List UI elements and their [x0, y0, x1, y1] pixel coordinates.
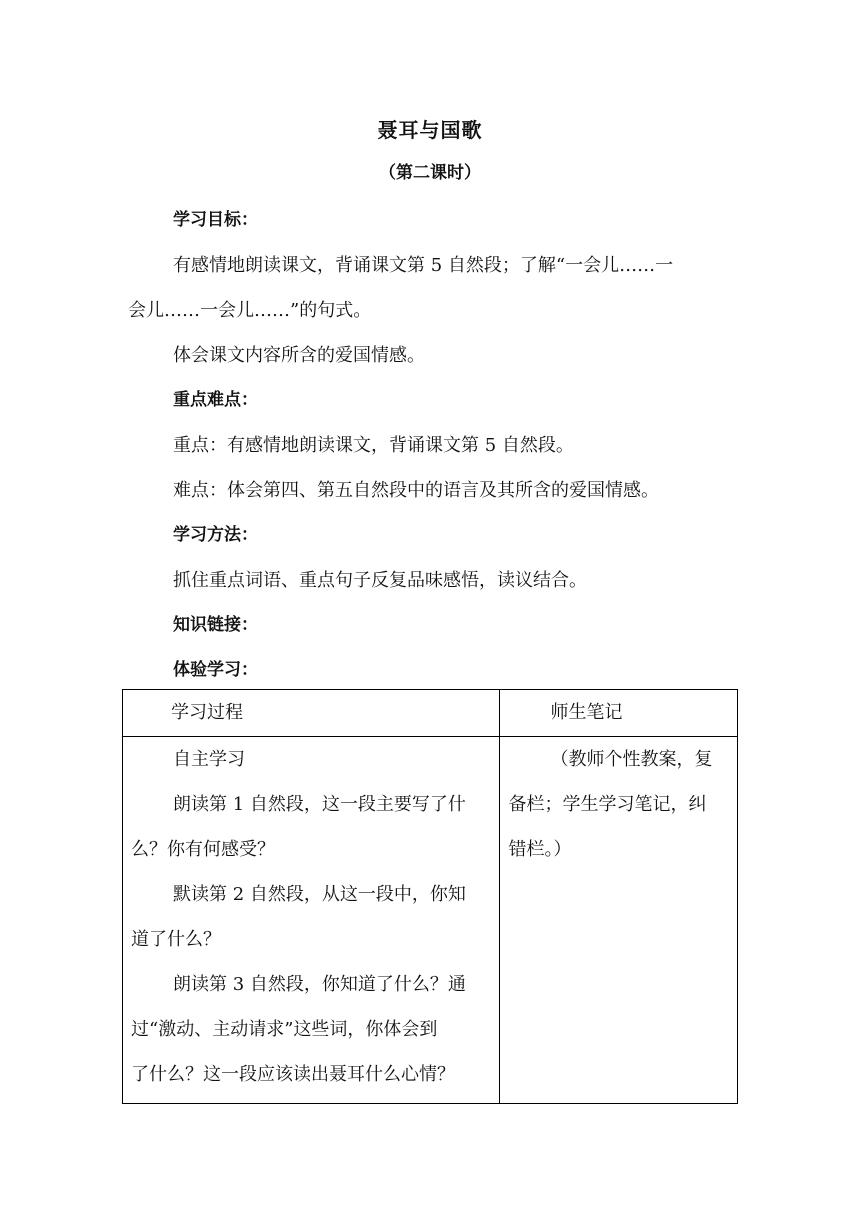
- section-heading-key-points: 重点难点：: [173, 390, 258, 410]
- table-row: [123, 737, 738, 1104]
- section-heading-knowledge: 知识链接：: [173, 615, 258, 635]
- document-title: 聂耳与国歌: [377, 118, 483, 142]
- table-cell-line: 备栏；学生学习笔记，纠: [508, 794, 707, 815]
- table-cell-line: 朗读第 1 自然段，这一段主要写了什: [173, 794, 466, 815]
- paragraph-line: 体会课文内容所含的爱国情感。: [173, 345, 425, 366]
- table-cell-line: 默读第 2 自然段，从这一段中，你知: [173, 884, 466, 905]
- table-header-row: [123, 690, 738, 737]
- table-cell-line: （教师个性教案，复: [550, 749, 713, 770]
- document-subtitle: （第二课时）: [379, 163, 481, 183]
- table-header-notes: 师生笔记: [500, 690, 738, 737]
- section-heading-goals: 学习目标：: [173, 210, 258, 230]
- table-header-process: 学习过程: [123, 690, 500, 737]
- paragraph-line: 重点：有感情地朗读课文，背诵课文第 5 自然段。: [173, 435, 574, 456]
- learning-table: [122, 689, 738, 1104]
- table-cell-line: 过“激动、主动请求”这些词，你体会到: [131, 1019, 438, 1040]
- table-cell-line: 自主学习: [173, 749, 245, 770]
- table-cell-line: 了什么？这一段应该读出聂耳什么心情？: [131, 1064, 455, 1085]
- section-heading-experience: 体验学习：: [173, 660, 258, 680]
- table-cell-line: 错栏。）: [508, 839, 572, 860]
- paragraph-line: 难点：体会第四、第五自然段中的语言及其所含的爱国情感。: [173, 480, 659, 501]
- table-cell-line: 么？你有何感受？: [131, 839, 275, 860]
- table-cell-line: 朗读第 3 自然段，你知道了什么？通: [173, 974, 466, 995]
- document-body: [128, 198, 740, 693]
- paragraph-line: 抓住重点词语、重点句子反复品味感悟，读议结合。: [173, 570, 587, 591]
- paragraph-line: 有感情地朗读课文，背诵课文第 5 自然段；了解“一会儿……一: [173, 255, 674, 276]
- table-cell-line: 道了什么？: [131, 929, 221, 950]
- section-heading-methods: 学习方法：: [173, 525, 258, 545]
- table-cell-process: [123, 737, 500, 1104]
- table-cell-notes: [500, 737, 738, 1104]
- paragraph-line: 会儿……一会儿……”的句式。: [128, 300, 372, 321]
